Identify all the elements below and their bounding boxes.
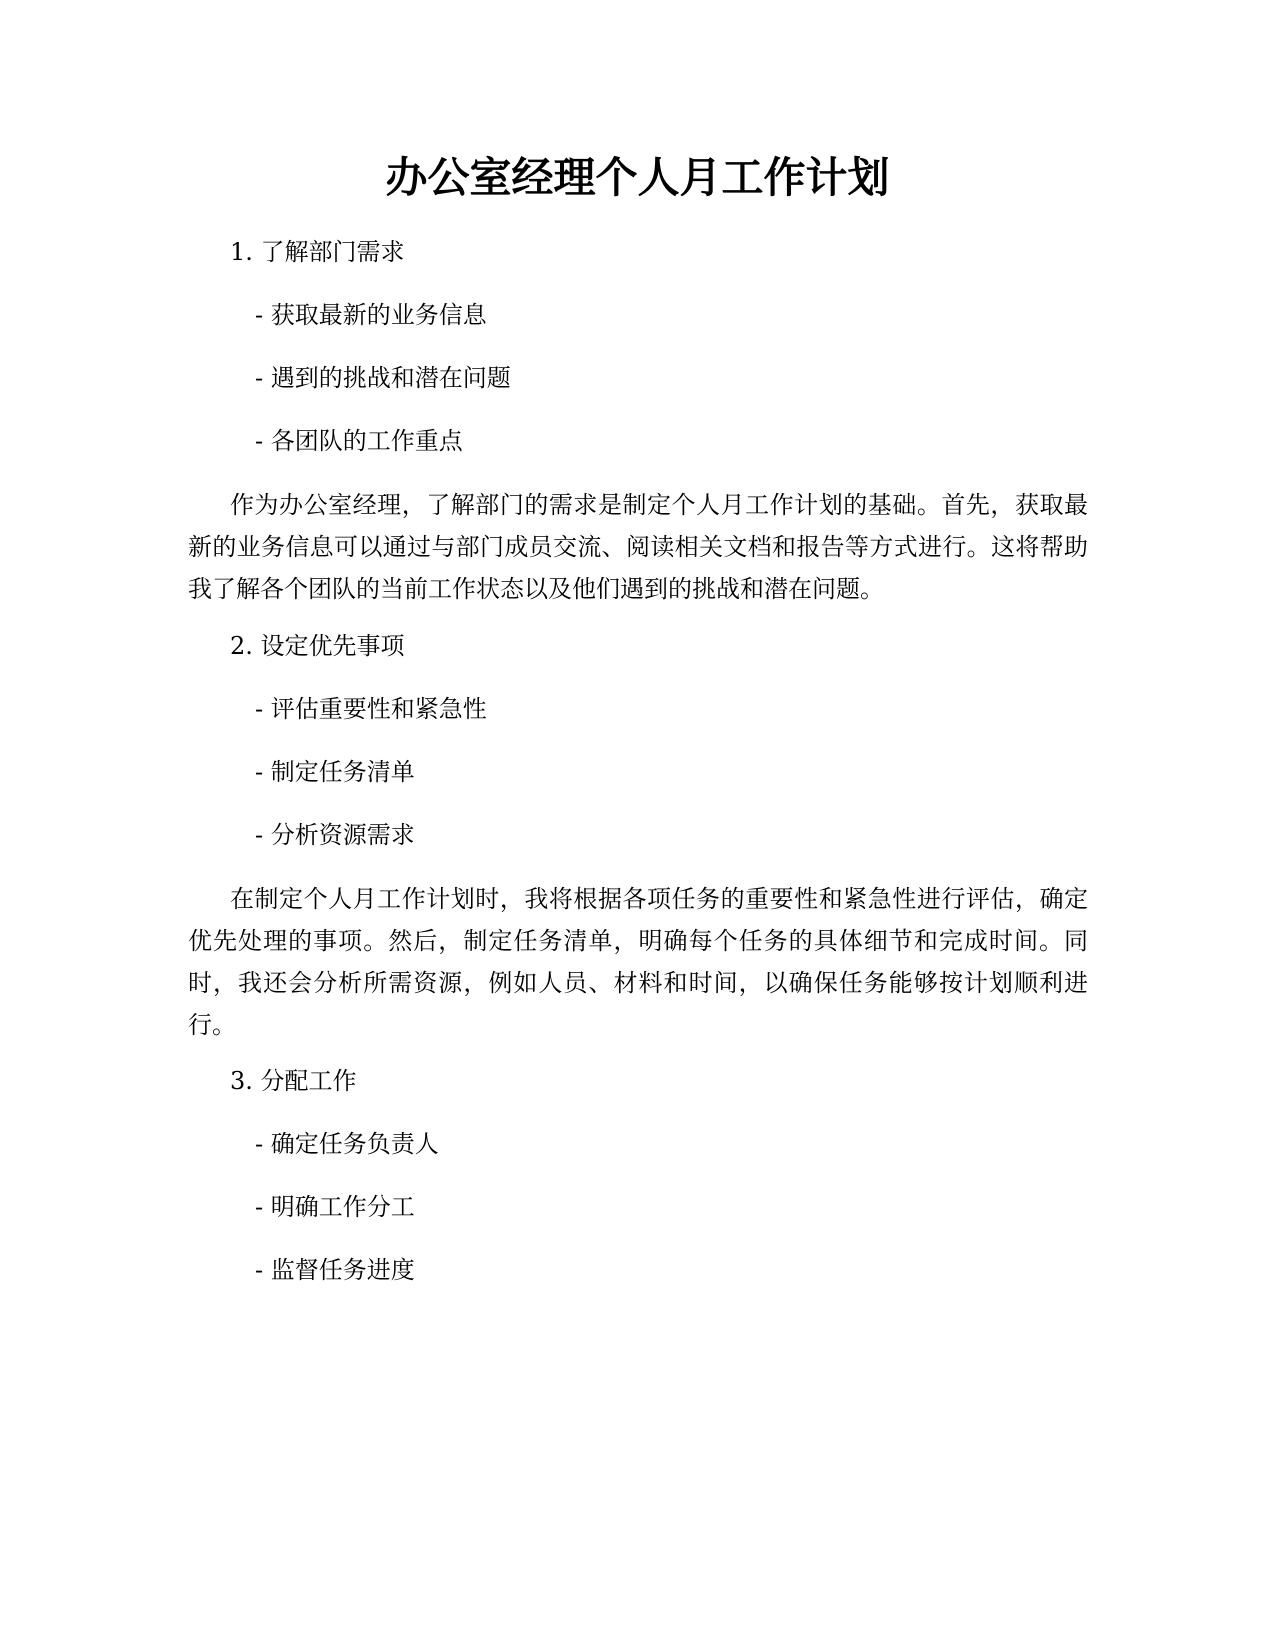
section-3-bullet-2: - 明确工作分工 <box>255 1193 415 1221</box>
section-1-bullet-3: - 各团队的工作重点 <box>255 427 463 455</box>
section-3-bullet-3: - 监督任务进度 <box>255 1256 415 1284</box>
page-title: 办公室经理个人月工作计划 <box>385 153 890 202</box>
section-3-bullet-1: - 确定任务负责人 <box>255 1130 439 1158</box>
section-3-heading: 3. 分配工作 <box>230 1067 357 1095</box>
section-1-bullet-1: - 获取最新的业务信息 <box>255 301 487 329</box>
section-2-bullet-1: - 评估重要性和紧急性 <box>255 695 487 723</box>
section-2-bullet-2: - 制定任务清单 <box>255 758 415 786</box>
section-2-heading: 2. 设定优先事项 <box>230 632 405 660</box>
section-2-paragraph: 在制定个人月工作计划时，我将根据各项任务的重要性和紧急性进行评估，确定优先处理的事项。然后，制定任务清单，明确每个任务的具体细节和完成时间。同时，我还会分析所需资源，例如人员、材料和时间，以确保任务能够按计划顺利进行。 <box>188 885 1088 1039</box>
section-2-bullet-3: - 分析资源需求 <box>255 821 415 849</box>
section-1-heading: 1. 了解部门需求 <box>230 238 405 266</box>
section-1-paragraph: 作为办公室经理，了解部门的需求是制定个人月工作计划的基础。首先，获取最新的业务信息可以通过与部门成员交流、阅读相关文档和报告等方式进行。这将帮助我了解各个团队的当前工作状态以及他们遇到的挑战和潜在问题。 <box>188 491 1088 603</box>
section-1-bullet-2: - 遇到的挑战和潜在问题 <box>255 364 511 392</box>
